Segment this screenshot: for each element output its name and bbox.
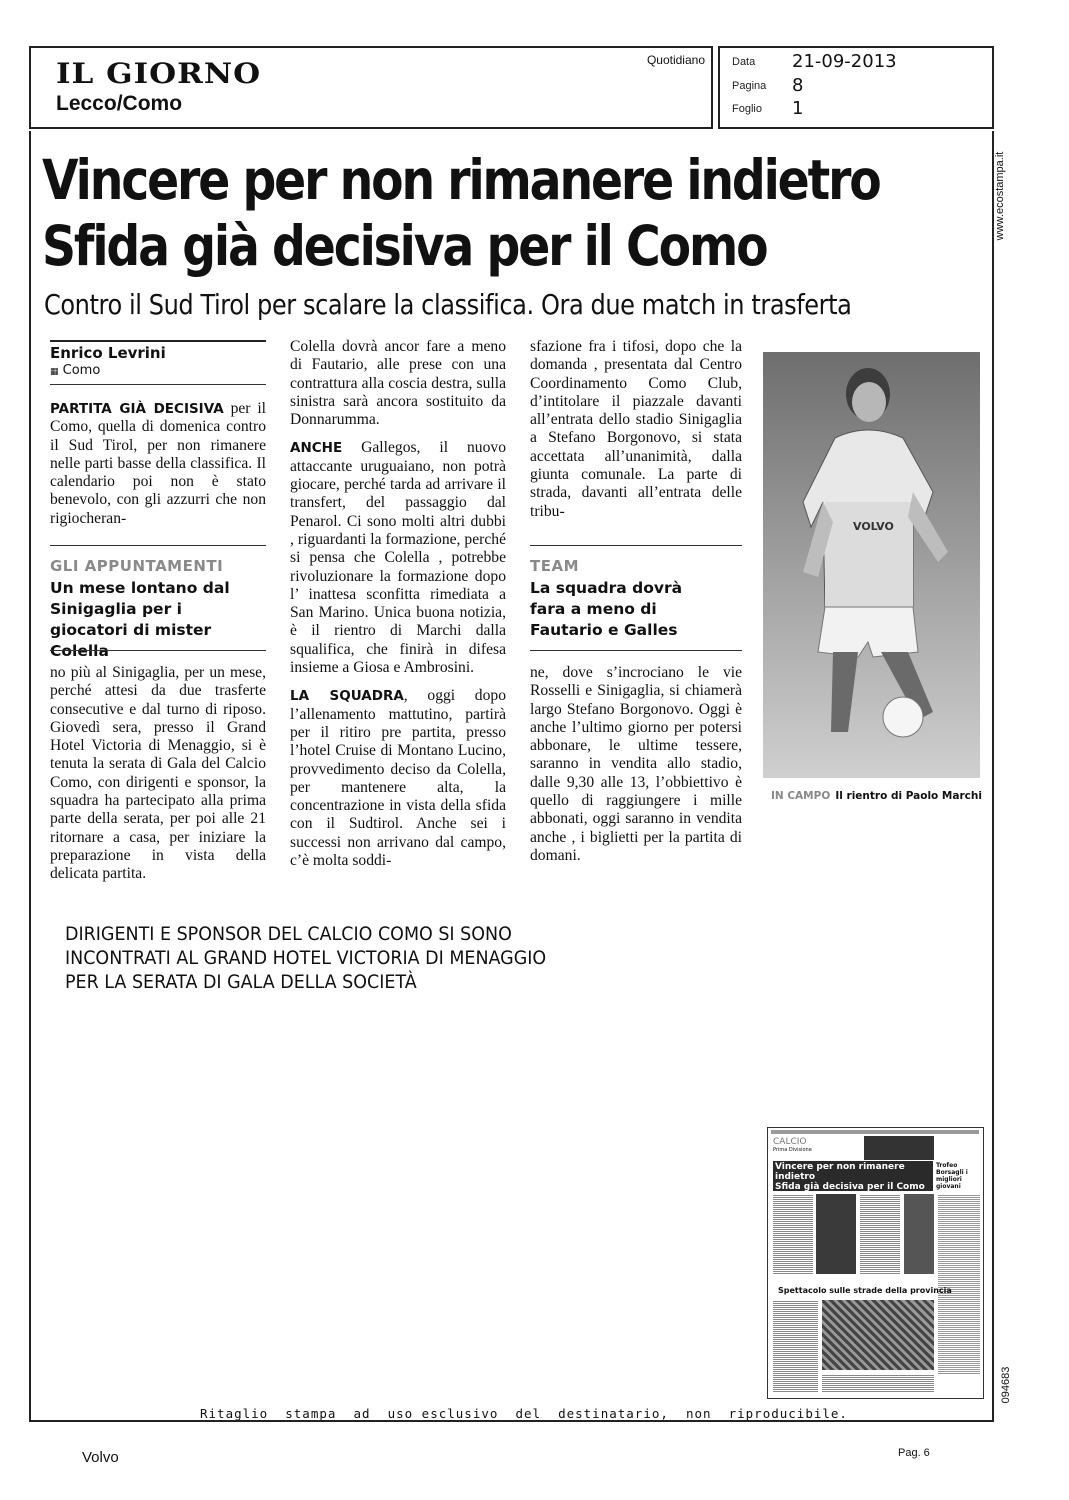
headline-line-1: Vincere per non rimanere indietro <box>42 148 880 212</box>
edition-name: Lecco/Como <box>56 92 183 115</box>
data-label: Data <box>732 56 756 68</box>
box2-rule-bottom <box>530 650 742 651</box>
byline-rule-bottom <box>50 384 266 385</box>
pagina-value: 8 <box>792 75 804 96</box>
col3-text1: sfazione fra i tifosi, dopo che la domanda , presentata dal Centro Coordinamento Como Club, d’intitolare il piazzale davanti all’entrata dello stadio Sinigaglia a Stefano Borgonovo, si stata accettata all’unanimità, dalla giunta comunale. La parte di strada, davanti all’entrata delle tribu- <box>530 338 742 520</box>
caption-text: Il rientro di Paolo Marchi <box>835 790 982 802</box>
col1-text2: no più al Sinigaglia, per un mese, perché attesi da due trasferte consecutive e dal turno di riposo. Giovedì sera, presso il Grand Hotel Victoria di Menaggio, si è tenuta la serata di Gala del Calcio Como, con dirigenti e sponsor, la squadra ha partecipato alla prima parte della serata, per poi alle 21 ritornare a casa, per iniziare la preparazione in vista della delicata partita. <box>50 664 266 883</box>
location-icon: ▦ <box>50 367 59 377</box>
thumb-text-col-3 <box>860 1194 900 1274</box>
data-value: 21-09-2013 <box>792 51 897 72</box>
col3-text2: ne, dove s’incrociano le vie Rosselli e Sinigaglia, si chiamerà largo Stefano Borgonovo. Oggi è anche l’ultimo giorno per potersi abbonare, le ultime tessere, saranno in vendita allo stadio, dalle 9,30 alle 13, l’obbiettivo è quello di raggiungere i mille abbonati, oggi saranno in vendita anche , i biglietti per la partita di domani. <box>530 664 742 864</box>
thumb-text-col-1 <box>773 1194 813 1274</box>
thumb-lower-photo <box>822 1300 934 1370</box>
col1-text: per il Como, quella di domenica contro il Sud Tirol, per non rimanere nelle parti basse della classifica. Il calendario poi non è stato benevolo, con gli azzurri che non rigiocheran- <box>50 400 266 527</box>
side-code: 094683 <box>1000 1366 1012 1404</box>
bottom-line-2: INCONTRATI AL GRAND HOTEL VICTORIA DI MENAGGIO <box>65 947 547 969</box>
photo-caption <box>771 784 986 803</box>
thumb-section: CALCIO <box>773 1137 807 1147</box>
lead-squadra: LA SQUADRA <box>290 688 404 705</box>
box1-rule-top <box>50 545 266 546</box>
col2-text1: Colella dovrà ancor fare a meno di Fautario, alle prese con una contrattura alla coscia destra, sulla sinistra sarà ancora sostituito da Donnarumma. <box>290 338 506 429</box>
box2-title: La squadra dovrà fara a meno di Fautario e Galles <box>530 579 683 639</box>
thumb-lower-text-2 <box>822 1374 934 1392</box>
subhead: Contro il Sud Tirol per scalare la classifica. Ora due match in trasferta <box>44 288 852 321</box>
thumb-lower-text-1 <box>773 1300 818 1392</box>
player-figure-icon <box>763 352 980 778</box>
bottom-line-1: DIRIGENTI E SPONSOR DEL CALCIO COMO SI SONO <box>65 923 512 945</box>
author-location-text: Como <box>62 363 101 378</box>
column-1-text-2 <box>50 664 266 894</box>
thumb-headline-block <box>773 1161 933 1191</box>
masthead-box <box>29 46 713 129</box>
thumb-topbar <box>771 1130 979 1134</box>
newspaper-name: IL GIORNO <box>56 58 262 91</box>
thumb-side-panel <box>864 1136 934 1160</box>
bottom-headline <box>65 922 546 994</box>
footer-client: Volvo <box>82 1449 119 1466</box>
column-3-text-2 <box>530 664 742 875</box>
lead-anche: ANCHE <box>290 440 343 457</box>
bottom-line-3: PER LA SERATA DI GALA DELLA SOCIETÀ <box>65 971 417 993</box>
thumb-photo <box>904 1194 934 1274</box>
thumb-second-headline: Spettacolo sulle strade della provincia <box>778 1286 952 1295</box>
author-name: Enrico Levrini <box>50 344 166 362</box>
page-thumbnail <box>767 1127 984 1399</box>
box1-rule-bottom <box>50 650 266 651</box>
col2-text2: Gallegos, il nuovo attaccante uruguaiano, non potrà giocare, perché tarda ad arrivare il transfert, del passaggio dal Penarol. Ci sono molti altri dubbi , riguardanti la formazione, perché si pensa che Colella , potrebbe rivoluzionare la formazione dopo l’ inattesa sconfitta rimediata a San Marino. Unica buona notizia, è il rientro di Marchi dalla squalifica, che finirà in difesa insieme a Giosa e Ambrosini. <box>290 439 506 677</box>
publication-type: Quotidiano <box>646 53 705 67</box>
pagina-label: Pagina <box>732 80 767 92</box>
player-photo <box>763 352 980 778</box>
thumb-side-col <box>938 1194 980 1374</box>
col2-text3: , oggi dopo l’allenamento mattutino, partirà per il ritiro pre partita, presso l’hotel Cruise di Montano Lucino, provvedimento deciso da Colella, per mantenere alta, la concentrazione in vista della sfida con il Sudtirol. Anche sei i successi non arrivano dal campo, c’è molta soddi- <box>290 687 506 870</box>
byline-rule-top <box>50 340 266 342</box>
thumb-text-col-2 <box>816 1194 856 1274</box>
footer-page: Pag. 6 <box>898 1447 930 1459</box>
foglio-value: 1 <box>792 98 804 119</box>
column-2-text <box>290 338 506 880</box>
column-1-text <box>50 400 266 538</box>
thumb-section-sub: Prima Divisione <box>773 1147 812 1153</box>
thumb-headline-1: Vincere per non rimanere indietro <box>775 1162 905 1182</box>
clipping-note: Ritaglio stampa ad uso esclusivo del destinatario, non riproducibile. <box>200 1406 848 1421</box>
lead-partita: PARTITA GIÀ DECISIVA <box>50 401 224 417</box>
shirt-text: VOLVO <box>853 520 894 533</box>
foglio-label: Foglio <box>732 103 762 115</box>
box1-kicker: GLI APPUNTAMENTI <box>50 557 224 575</box>
meta-box <box>718 46 994 129</box>
box1-title: Un mese lontano dal Sinigaglia per i giocatori di mister Colella <box>50 579 230 660</box>
author-location <box>50 363 100 378</box>
thumb-side-title: Trofeo Borsagli i migliori giovani <box>936 1162 968 1190</box>
side-url: www.ecostampa.it <box>994 151 1006 241</box>
headline-line-2: Sfida già decisiva per il Como <box>42 214 767 278</box>
column-3-text <box>530 338 742 531</box>
caption-kicker: IN CAMPO <box>771 790 831 802</box>
box2-rule-top <box>530 545 742 546</box>
box2-kicker: TEAM <box>530 557 580 575</box>
thumb-headline-2: Sfida già decisiva per il Como <box>775 1182 925 1192</box>
